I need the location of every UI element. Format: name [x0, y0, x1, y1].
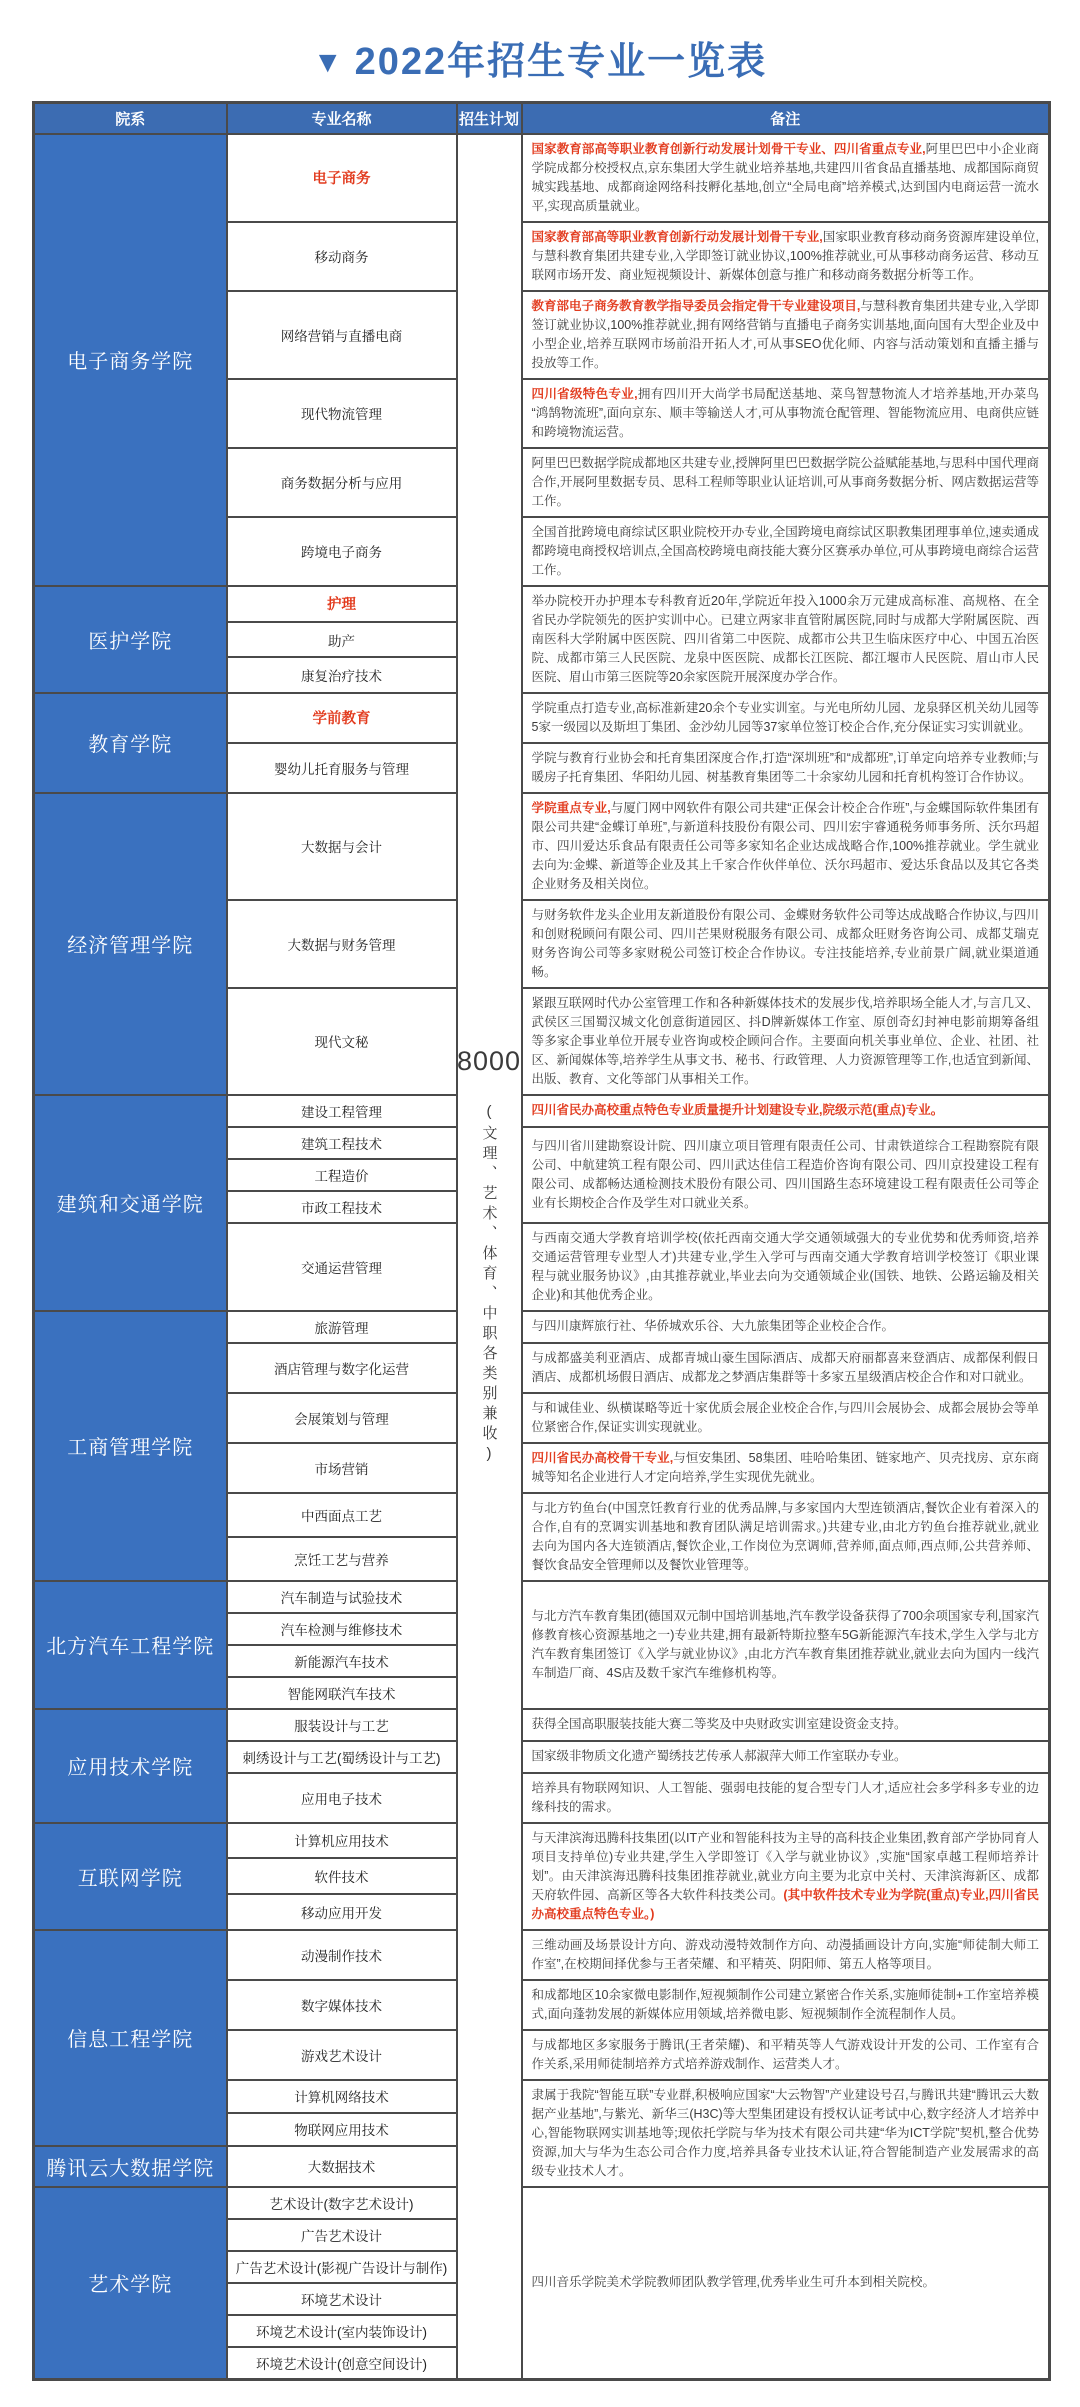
major-cell: 跨境电子商务: [227, 517, 457, 586]
major-cell: 数字媒体技术: [227, 1980, 457, 2030]
major-cell: 网络营销与直播电商: [227, 291, 457, 379]
remark-text: 学院与教育行业协会和托育集团深度合作,打造“深圳班”和“成都班”,订单定向培养专业教师;与暖房子托育集团、华阳幼儿园、树基教育集团等二十余家幼儿园和托育机构签订合作协议。: [531, 750, 1039, 784]
remark-text: 与恒安集团、58集团、哇哈哈集团、链家地产、贝壳找房、京东商城等知名企业进行人才定向培养,学生实现优先就业。: [531, 1450, 1040, 1484]
department-cell: 互联网学院: [34, 1823, 227, 1930]
table-row: [34, 1709, 1050, 1741]
remark-cell: [522, 988, 1050, 1095]
major-cell: 环境艺术设计: [227, 2283, 457, 2315]
remark-text: 阿里巴巴中小企业商学院成都分校授权点,京东集团大学生就业培养基地,共建四川省食品直播基地、成都国际商贸城实践基地、成都商途网络科技孵化基地,创立“全局电商”培养模式,达到国内电商运营一流水平,实现高质量就业。: [531, 141, 1039, 213]
major-cell: 汽车检测与维修技术: [227, 1613, 457, 1645]
remark-cell: [522, 1393, 1050, 1443]
major-cell: 烹饪工艺与营养: [227, 1537, 457, 1581]
remark-text: 与成都盛美利亚酒店、成都青城山豪生国际酒店、成都天府丽都喜来登酒店、成都保利假日酒店、成都机场假日酒店、成都龙之梦酒店集群等十多家五星级酒店校企合作和对口就业。: [531, 1350, 1039, 1384]
department-cell: 工商管理学院: [34, 1311, 227, 1581]
table-row: [34, 1581, 1050, 1613]
major-cell: 移动商务: [227, 222, 457, 291]
table-row: [34, 1930, 1050, 1980]
major-cell: 康复治疗技术: [227, 657, 457, 692]
remark-cell: [522, 1581, 1050, 1709]
remark-cell: [522, 1095, 1050, 1127]
major-cell: 服装设计与工艺: [227, 1709, 457, 1741]
table-row: [34, 2187, 1050, 2219]
major-cell: 酒店管理与数字化运营: [227, 1343, 457, 1393]
remark-highlight-lead: 教育部电子商务教育教学指导委员会指定骨干专业建设项目,: [531, 298, 861, 313]
page-title: [32, 30, 1048, 85]
remark-text: 与和诚佳业、纵横谋略等近十家优质会展企业校企合作,与四川会展协会、成都会展协会等单位紧密合作,保证实训实现就业。: [531, 1400, 1039, 1434]
major-cell: 中西面点工艺: [227, 1493, 457, 1537]
remark-highlight-tail: (其中软件技术专业为学院(重点)专业,四川省民办高校重点特色专业。): [531, 1887, 1039, 1921]
remark-text: 阿里巴巴数据学院成都地区共建专业,授牌阿里巴巴数据学院公益赋能基地,与思科中国代理商合作,开展阿里数据专员、思科工程师等职业认证培训,可从事商务数据分析、网店数据运营等工作。: [531, 455, 1039, 508]
table-row: [34, 1311, 1050, 1343]
major-cell: 汽车制造与试验技术: [227, 1581, 457, 1613]
remark-cell: [522, 1930, 1050, 1980]
major-cell: 计算机应用技术: [227, 1823, 457, 1859]
remark-highlight-lead: 四川省民办高校重点特色专业质量提升计划建设专业,院级示范(重点)专业。: [531, 1103, 944, 1117]
major-cell: 环境艺术设计(室内装饰设计): [227, 2315, 457, 2347]
remark-text: 与四川康辉旅行社、华侨城欢乐谷、大九旅集团等企业校企合作。: [531, 1319, 895, 1333]
remark-cell: [522, 743, 1050, 793]
major-cell: 刺绣设计与工艺(蜀绣设计与工艺): [227, 1741, 457, 1773]
department-cell: 教育学院: [34, 693, 227, 793]
remark-text: 获得全国高职服装技能大赛二等奖及中央财政实训室建设资金支持。: [531, 1717, 907, 1731]
remark-text: 国家级非物质文化遗产蜀绣技艺传承人郝淑萍大师工作室联办专业。: [531, 1749, 907, 1763]
table-row: [34, 793, 1050, 900]
department-cell: 电子商务学院: [34, 134, 227, 586]
remark-highlight-lead: 四川省级特色专业,: [531, 386, 638, 401]
col-header-remark: 备注: [522, 103, 1050, 134]
major-cell: 现代物流管理: [227, 379, 457, 448]
remark-text: 与天津滨海迅腾科技集团(以IT产业和智能科技为主导的高科技企业集团,教育部产学协同育人项目支持单位)专业共建,学生入学即签订《入学与就业协议》,实施“国家卓越工程师培养计划”。由天津滨海迅腾科技集团推荐就业,就业方向主要为北京中关村、天津滨海新区、成都天府软件园、高新区等各大软件科技类公司。: [531, 1830, 1039, 1902]
col-header-department: 院系: [34, 103, 227, 134]
major-cell: 现代文秘: [227, 988, 457, 1095]
major-cell: 交通运营管理: [227, 1223, 457, 1311]
remark-cell: [522, 448, 1050, 517]
major-cell: 广告艺术设计(影视广告设计与制作): [227, 2251, 457, 2283]
remark-cell: [522, 291, 1050, 379]
department-cell: 医护学院: [34, 586, 227, 693]
remark-text: 紧跟互联网时代办公室管理工作和各种新媒体技术的发展步伐,培养职场全能人才,与言几又、武侯区三国蜀汉城文化创意街道园区、抖D牌新媒体工作室、原创奇幻封神电影前期筹备组等多家企事业单位开展专业咨询或校企顾问合作。主要面向机关事业单位、企业、社团、社区、新闻媒体等,培养学生从事文书、秘书、行政管理、人力资源管理等工作,也适宜到新闻、出版、教育、文化等部门从事相关工作。: [531, 995, 1039, 1086]
major-cell: 游戏艺术设计: [227, 2030, 457, 2080]
remark-text: 三维动画及场景设计方向、游戏动漫特效制作方向、动漫插画设计方向,实施“师徒制大师工作室”,在校期间择优参与王者荣耀、和平精英、阴阳师、第五人格等项目。: [531, 1937, 1039, 1971]
remark-text: 与厦门网中网软件有限公司共建“正保会计校企合作班”,与金蝶国际软件集团有限公司共建“金蝶订单班”,与新道科技股份有限公司、四川宏宇睿通税务师事务所、沃尔玛超市、四川爱达乐食品有限责任公司等多家知名企业达成战略合作,100%推荐就业。学生就业去向为:金蝶、新道等企业及其上千家合作伙伴单位、沃尔玛超市、爱达乐食品以及其它各类企业财务及相关岗位。: [531, 800, 1039, 891]
department-cell: 建筑和交通学院: [34, 1095, 227, 1311]
major-cell: 学前教育: [227, 693, 457, 743]
remark-highlight-lead: 国家教育部高等职业教育创新行动发展计划骨干专业、四川省重点专业,: [531, 141, 926, 156]
department-cell: 经济管理学院: [34, 793, 227, 1095]
major-cell: 环境艺术设计(创意空间设计): [227, 2347, 457, 2380]
remark-text: 与四川省川建勘察设计院、四川康立项目管理有限责任公司、甘肃铁道综合工程勘察院有限公司、中航建筑工程有限公司、四川武达佳信工程造价咨询有限公司、四川京投建设工程有限公司、成都畅达通检测技术股份有限公司、四川国路生态环境建设工程有限责任公司等企业有长期校企合作及学生对口就业关系。: [531, 1138, 1039, 1210]
remark-cell: [522, 1773, 1050, 1823]
major-cell: 软件技术: [227, 1858, 457, 1894]
major-cell: 物联网应用技术: [227, 2113, 457, 2146]
major-cell: 应用电子技术: [227, 1773, 457, 1823]
major-cell: 大数据与财务管理: [227, 900, 457, 988]
page-title-text: 2022年招生专业一览表: [354, 41, 768, 83]
major-cell: 移动应用开发: [227, 1894, 457, 1930]
major-cell: 新能源汽车技术: [227, 1645, 457, 1677]
remark-cell: [522, 1980, 1050, 2030]
col-header-plan: 招生计划: [457, 103, 522, 134]
remark-text: 与北方钓鱼台(中国烹饪教育行业的优秀品牌,与多家国内大型连锁酒店,餐饮企业有着深入的合作,自有的烹调实训基地和教育团队满足培训需求。)共建专业,由北方钓鱼台推荐就业,就业去向为国内各大连锁酒店,餐饮企业,工作岗位为烹调师,营养师,面点师,西点师,公共营养师、餐饮食品安全管理师以及餐饮业管理等。: [531, 1500, 1039, 1572]
plan-number: 8000: [456, 1045, 522, 1076]
remark-cell: [522, 900, 1050, 988]
major-cell: 旅游管理: [227, 1311, 457, 1343]
table-body: [34, 134, 1050, 2380]
remark-cell: [522, 517, 1050, 586]
major-cell: 会展策划与管理: [227, 1393, 457, 1443]
remark-cell: [522, 693, 1050, 743]
remark-text: 四川音乐学院美术学院教师团队教学管理,优秀毕业生可升本到相关院校。: [531, 2275, 935, 2289]
remark-cell: [522, 222, 1050, 291]
majors-table: [32, 101, 1051, 2381]
remark-text: 国家职业教育移动商务资源库建设单位,与慧科教育集团共建专业,入学即签订就业协议,100%推荐就业,可从事移动商务运营、移动互联网市场开发、商业短视频设计、新媒体创意与推广和移动商务数据分析等工作。: [531, 229, 1039, 282]
remark-cell: [522, 1741, 1050, 1773]
remark-cell: [522, 1127, 1050, 1223]
title-triangle-icon: ▼: [312, 46, 345, 79]
header-row: [34, 103, 1050, 134]
remark-text: 全国首批跨境电商综试区职业院校开办专业,全国跨境电商综试区职教集团理事单位,速卖通成都跨境电商授权培训点,全国高校跨境电商技能大赛分区赛承办单位,可从事跨境电商综合运营工作。: [531, 524, 1039, 577]
remark-cell: [522, 1493, 1050, 1581]
remark-cell: [522, 1823, 1050, 1930]
remark-cell: [522, 134, 1050, 222]
table-row: [34, 1823, 1050, 1859]
major-cell: 婴幼儿托育服务与管理: [227, 743, 457, 793]
major-cell: 护理: [227, 586, 457, 622]
remark-cell: [522, 2187, 1050, 2380]
major-cell: 工程造价: [227, 1159, 457, 1191]
major-cell: 电子商务: [227, 134, 457, 222]
remark-text: 拥有四川开大尚学书局配送基地、菜鸟智慧物流人才培养基地,开办菜鸟“鸿鹄物流班”,面向京东、顺丰等输送人才,可从事物流仓配管理、智能物流应用、电商供应链和跨境物流运营。: [531, 386, 1039, 439]
remark-cell: [522, 1223, 1050, 1311]
department-cell: 腾讯云大数据学院: [34, 2146, 227, 2187]
plan-note: (文理、艺术、体育、中职各类别兼收): [480, 1102, 498, 1467]
remark-text: 与北方汽车教育集团(德国双元制中国培训基地,汽车教学设备获得了700余项国家专利,国家汽修教育核心资源基地之一)专业共建,拥有最新特斯拉整车5G新能源汽车技术,学生入学与北方汽车教育集团签订《入学与就业协议》,由北方汽车教育集团推荐就业,就业去向为国内一线汽车制造厂商、4S店及数千家汽车维修机构等。: [531, 1608, 1039, 1680]
col-header-major: 专业名称: [227, 103, 457, 134]
major-cell: 广告艺术设计: [227, 2219, 457, 2251]
remark-cell: [522, 793, 1050, 900]
remark-text: 与成都地区多家服务于腾讯(王者荣耀)、和平精英等人气游戏设计开发的公司、工作室有合作关系,采用师徒制培养方式培养游戏制作、运营类人才。: [531, 2037, 1039, 2071]
major-cell: 建设工程管理: [227, 1095, 457, 1127]
remark-cell: [522, 1709, 1050, 1741]
table-row: [34, 134, 1050, 222]
major-cell: 市政工程技术: [227, 1191, 457, 1223]
remark-text: 与财务软件龙头企业用友新道股份有限公司、金蝶财务软件公司等达成战略合作协议,与四川和创财税顾问有限公司、四川芒果财税服务有限公司、成都众旺财务咨询公司、成都艾瑞克财务咨询公司等多家财税公司签订校企合作协议。专注技能培养,专业前景广阔,就业渠道通畅。: [531, 907, 1039, 979]
major-cell: 助产: [227, 622, 457, 657]
major-cell: 大数据与会计: [227, 793, 457, 900]
remark-text: 举办院校开办护理本专科教育近20年,学院近年投入1000余万元建成高标准、高规格、在全省民办学院领先的医护实训中心。已建立两家非直管附属医院,同时与成都大学附属医院、西南医科大学附属中医医院、四川省第二中医院、成都市公共卫生临床医疗中心、中国五冶医院、成都市第三人民医院、龙泉中医医院、成都长江医院、都江堰市人民医院、眉山市人民医院、眉山市第三医院等20余家医院开展深度办学合作。: [531, 593, 1039, 684]
department-cell: 信息工程学院: [34, 1930, 227, 2146]
remark-highlight-lead: 四川省民办高校骨干专业,: [531, 1450, 674, 1465]
plan-cell-content: [458, 1046, 521, 1467]
table-row: [34, 1095, 1050, 1127]
major-cell: 市场营销: [227, 1443, 457, 1493]
remark-cell: [522, 379, 1050, 448]
table-row: [34, 693, 1050, 743]
major-cell: 商务数据分析与应用: [227, 448, 457, 517]
major-cell: 动漫制作技术: [227, 1930, 457, 1980]
remark-cell: [522, 1343, 1050, 1393]
department-cell: 北方汽车工程学院: [34, 1581, 227, 1709]
remark-cell: [522, 2080, 1050, 2187]
major-cell: 建筑工程技术: [227, 1127, 457, 1159]
table-row: [34, 586, 1050, 622]
remark-text: 和成都地区10余家微电影制作,短视频制作公司建立紧密合作关系,实施师徒制+工作室培养模式,面向蓬勃发展的新媒体应用领域,培养微电影、短视频制作全流程制作人员。: [531, 1987, 1039, 2021]
remark-text: 隶属于我院“智能互联”专业群,积极响应国家“大云物智”产业建设号召,与腾讯共建“腾讯云大数据产业基地”,与紫光、新华三(H3C)等大型集团建设有授权认证考试中心,数字经济人才培养中心,智能物联网实训基地等;现依托学院与华为技术有限公司共建“华为ICT学院”契机,整合优势资源,加大与华为生态公司合作力度,培养具备专业技术认证,符合智能制造产业发展需求的高级专业技术人才。: [531, 2087, 1039, 2178]
major-cell: 智能网联汽车技术: [227, 1677, 457, 1709]
remark-text: 学院重点打造专业,高标准新建20余个专业实训室。与光电所幼儿园、龙泉驿区机关幼儿园等5家一级园以及斯坦丁集团、金沙幼儿园等37家单位签订校企合作,充分保证实习实训就业。: [531, 700, 1039, 734]
remark-cell: [522, 586, 1050, 693]
remark-highlight-lead: 国家教育部高等职业教育创新行动发展计划骨干专业,: [531, 229, 823, 244]
remark-text: 与西南交通大学教育培训学校(依托西南交通大学交通领域强大的专业优势和优秀师资,培养交通运营管理专业型人才)共建专业,学生入学可与西南交通大学教育培训学校签订《职业课程与就业服务协议》,由其推荐就业,毕业去向为交通领域企业(国铁、地铁、公路运输及相关企业)和其他优秀企业。: [531, 1230, 1039, 1302]
remark-cell: [522, 1443, 1050, 1493]
major-cell: 计算机网络技术: [227, 2080, 457, 2113]
remark-text: 与慧科教育集团共建专业,入学即签订就业协议,100%推荐就业,拥有网络营销与直播电子商务实训基地,面向国有大型企业及中小型企业,培养互联网市场前沿开拓人才,可从事SEO优化师、内容与活动策划和直播主播与投放等工作。: [531, 298, 1039, 370]
remark-highlight-lead: 学院重点专业,: [531, 800, 611, 815]
department-cell: 艺术学院: [34, 2187, 227, 2380]
department-cell: 应用技术学院: [34, 1709, 227, 1823]
remark-text: 培养具有物联网知识、人工智能、强弱电技能的复合型专门人才,适应社会多学科多专业的边缘科技的需求。: [531, 1780, 1039, 1814]
major-cell: 艺术设计(数字艺术设计): [227, 2187, 457, 2219]
remark-cell: [522, 2030, 1050, 2080]
major-cell: 大数据技术: [227, 2146, 457, 2187]
remark-cell: [522, 1311, 1050, 1343]
plan-cell: [457, 134, 522, 2380]
